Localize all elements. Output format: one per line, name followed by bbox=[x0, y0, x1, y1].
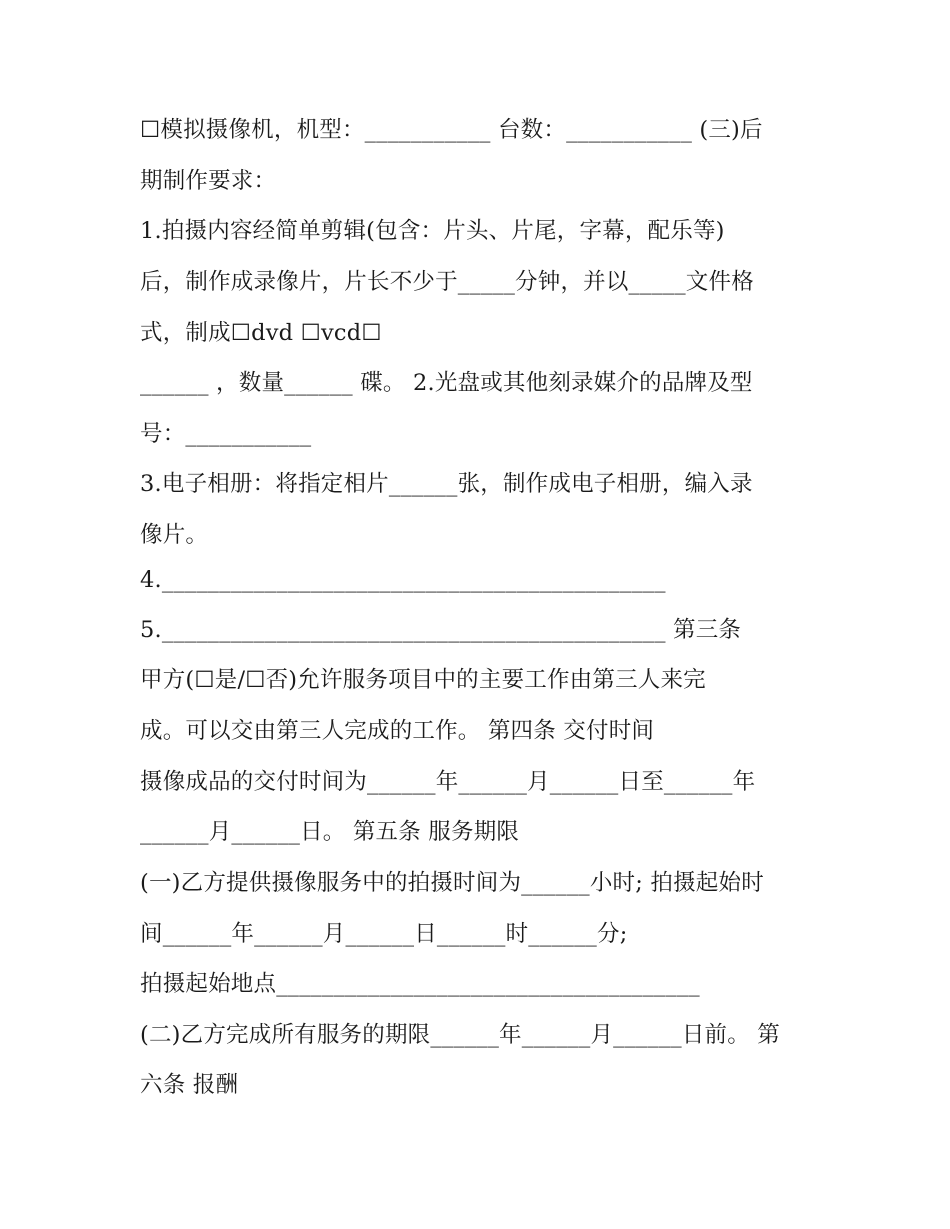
text-line: 摄像成品的交付时间为______年______月______日至______年 bbox=[140, 769, 756, 795]
text-line: 3.电子相册：将指定相片______张，制作成电子相册，编入录 bbox=[140, 471, 753, 497]
text-line: (一)乙方提供摄像服务中的拍摄时间为______小时; 拍摄起始时 bbox=[140, 870, 764, 896]
text-line: (二)乙方完成所有服务的期限______年______月______日前。 第 bbox=[140, 1022, 781, 1048]
text-line: 4.____________________________________________ bbox=[140, 567, 666, 593]
text-line: 期制作要求： bbox=[140, 168, 277, 194]
text-line: 像片。 bbox=[140, 522, 209, 548]
text-line: 成。可以交由第三人完成的工作。 第四条 交付时间 bbox=[140, 718, 655, 744]
text-line: 六条 报酬 bbox=[140, 1072, 239, 1098]
text-line: 1.拍摄内容经简单剪辑(包含：片头、片尾，字幕，配乐等) bbox=[140, 218, 725, 244]
text-line: 间______年______月______日______时______分; bbox=[140, 921, 628, 947]
text-line: 号：___________ bbox=[140, 421, 312, 447]
text-line: 式，制成☐dvd ☐vcd☐ bbox=[140, 320, 382, 346]
text-line: 后，制作成录像片，片长不少于_____分钟，并以_____文件格 bbox=[140, 269, 754, 295]
text-line: 拍摄起始地点_____________________________________ bbox=[140, 971, 700, 997]
text-line: 5.____________________________________________ 第三条 bbox=[140, 617, 742, 643]
text-line: ______ ，数量______ 碟。 2.光盘或其他刻录媒介的品牌及型 bbox=[140, 370, 753, 396]
text-line: ______月______日。 第五条 服务期限 bbox=[140, 819, 520, 845]
text-line: 甲方(☐是/☐否)允许服务项目中的主要工作由第三人来完 bbox=[140, 667, 706, 693]
text-line: ☐模拟摄像机，机型：___________ 台数：___________ (三)后 bbox=[140, 117, 763, 143]
